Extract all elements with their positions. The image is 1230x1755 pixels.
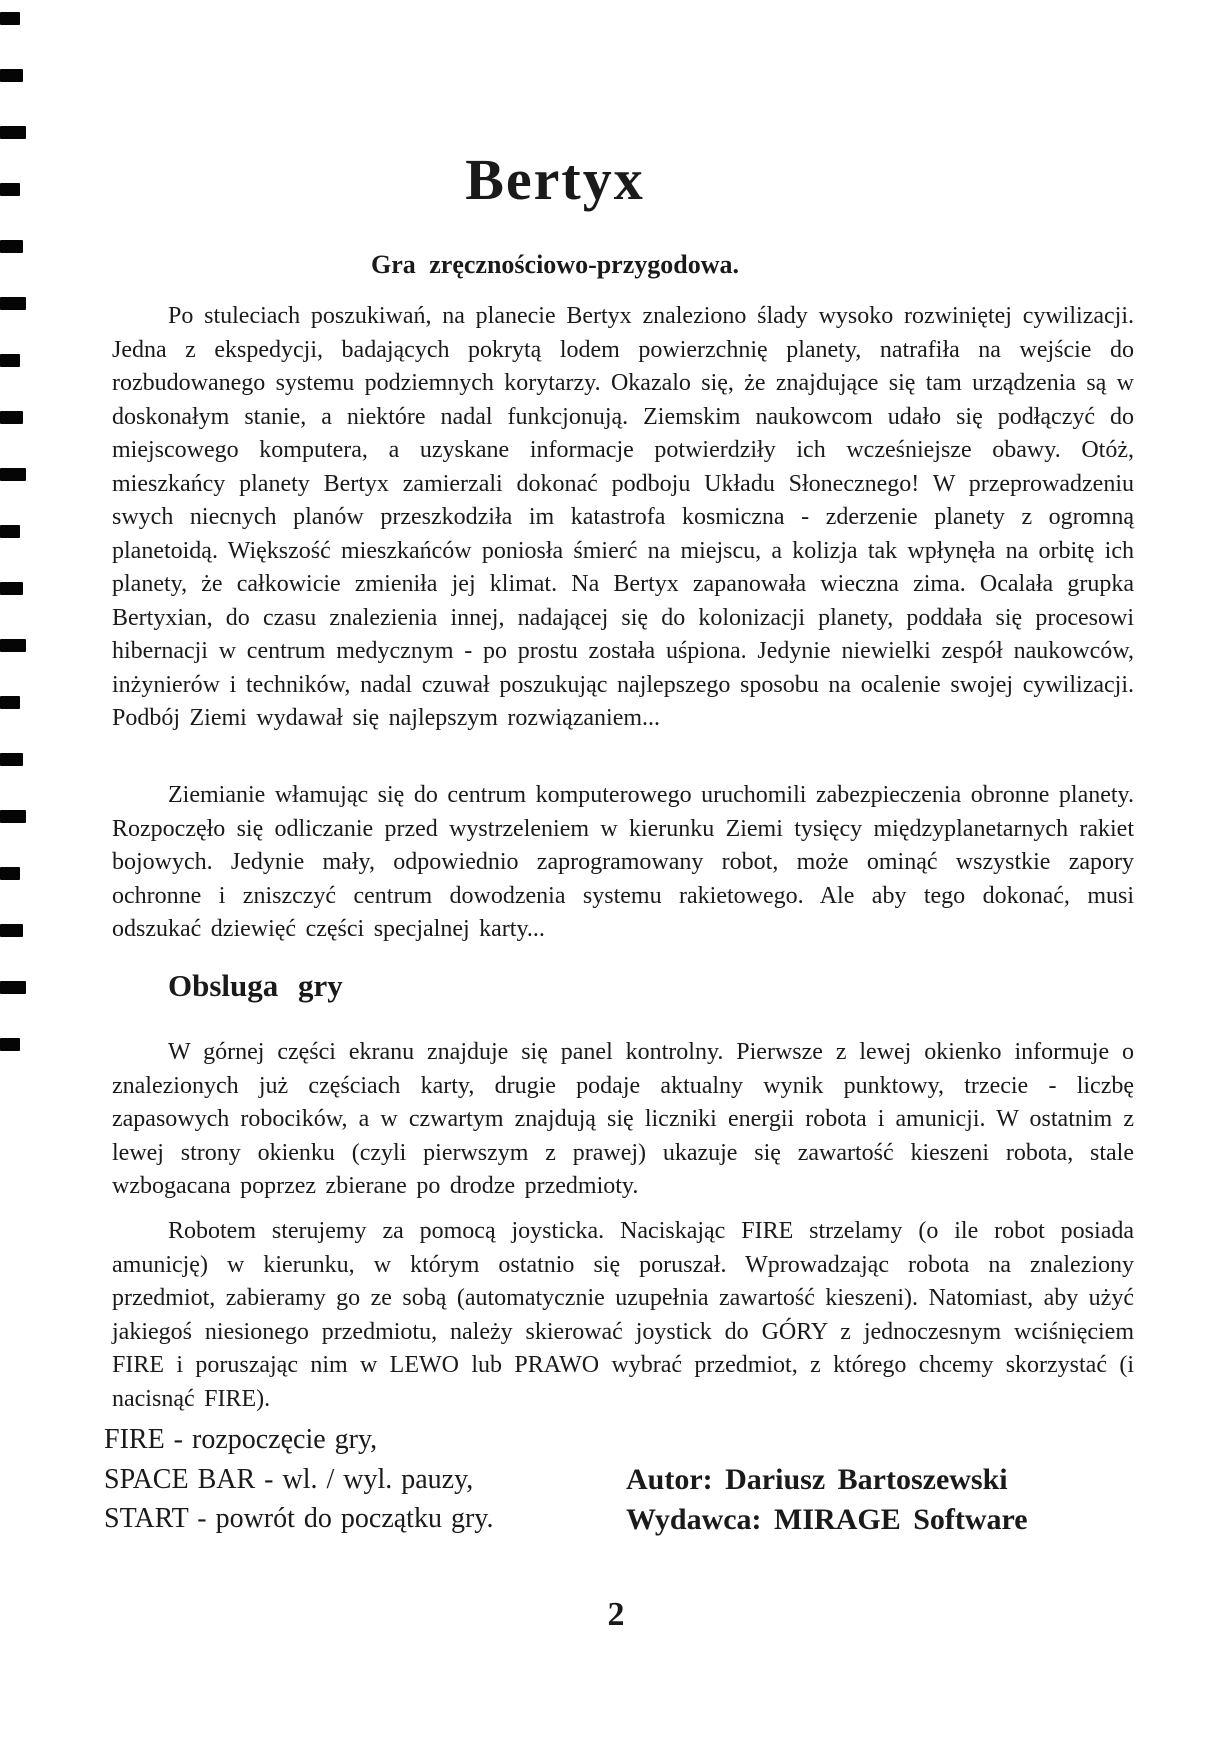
binding-mark [0,12,20,25]
binding-mark [0,981,26,994]
controls-list [104,1420,493,1539]
binding-mark [0,582,23,595]
story-paragraph-2: Ziemianie włamując się do centrum komputerowego uruchomili zabezpieczenia obronne planety. Rozpoczęło się odliczanie przed wystrzeleniem w kierunku Ziemi tysięcy międzyplanetarnych rakiet bojowych. Jedynie mały, odpowiednio zaprogramowany robot, może ominąć wszystkie zapory ochronne i zniszczyć centrum dowodzenia systemu rakietowego. Ale aby tego dokonać, musi odszukać dziewięć części specjalnej karty... [112,782,1134,942]
binding-mark [0,696,20,709]
credits-author: Autor: Dariusz Bartoszewski [626,1463,1008,1496]
manual-paragraph-joystick: Robotem sterujemy za pomocą joysticka. Naciskając FIRE strzelamy (o ile robot posiada amunicję) w kierunku, w którym ostatnio się poruszał. Wprowadzając robota na znaleziony przedmiot, zabieramy go ze sobą (automatycznie uzupełnia zawartość kieszeni). Natomiast, aby użyć jakiegoś niesionego przedmiotu, należy skierować joystick do GÓRY z jednoczesnym wciśnięciem FIRE i poruszając nim w LEWO lub PRAWO wybrać przedmiot, z którego chcemy skorzystać (i nacisnąć FIRE). [112,1218,1134,1412]
binding-mark [0,126,26,139]
manual-paragraph-control-panel: W górnej części ekranu znajduje się panel kontrolny. Pierwsze z lewej okienko informuje o znalezionych już częściach karty, drugie podaje aktualny wynik punktowy, trzecie - liczbę zapasowych robocików, a w czwartym znajdują się liczniki energii robota i amunicji. W ostatnim z lewej strony okienku (czyli pierwszym z prawej) ukazuje się zawartość kieszeni robota, stale wzbogacana poprzez zbierane po drodze przedmioty. [112,1039,1134,1199]
binding-mark [0,1038,20,1051]
binding-mark [0,411,23,424]
control-item-start: START - powrót do początku gry. [104,1503,494,1534]
credits-block [626,1460,1028,1539]
credits-publisher: Wydawca: MIRAGE Software [626,1502,1028,1536]
binding-mark [0,69,23,82]
binding-mark [0,468,26,481]
binding-mark [0,810,26,823]
story-paragraph-1: Po stuleciach poszukiwań, na planecie Bertyx znaleziono ślady wysoko rozwiniętej cywilizacji. Jedna z ekspedycji, badających pokrytą lodem powierzchnię planety, natrafiła na wejście do rozbudowanego systemu podziemnych korytarzy. Okazalo się, że znajdujące się tam urządzenia są w doskonałym stanie, a niektóre nadal funkcjonują. Ziemskim naukowcom udało się podłączyć do miejscowego komputera, a uzyskane informacje potwierdziły ich wcześniejsze obawy. Otóż, mieszkańcy planety Bertyx zamierzali dokonać podboju Układu Słonecznego! W przeprowadzeniu swych niecnych planów przeszkodziła im katastrofa kosmiczna - zderzenie planety z ogromną planetoidą. Większość mieszkańców poniosła śmierć na miejscu, a kolizja tak wpłynęła na orbitę ich planety, że całkowicie zmieniła jej klimat. Na Bertyx zapanowała wieczna zima. Ocalała grupka Bertyxian, do czasu znalezienia innej, nadającej się do kolonizacji planety, poddała się procesowi hibernacji w centrum medycznym - po prostu została uśpiona. Jedynie niewielki zespół naukowców, inżynierów i techników, nadal czuwał poszukując najlepszego sposobu na ocalenie swojej cywilizacji. Podbój Ziemi wydawał się najlepszym rozwiązaniem... [112,303,1134,731]
binding-mark [0,354,20,367]
page-title: Bertyx [465,147,645,212]
binding-mark [0,867,20,880]
game-genre-subtitle: Gra zręcznościowo-przygodowa. [370,250,740,279]
binding-mark [0,297,26,310]
control-item-fire: FIRE - rozpoczęcie gry, [104,1424,378,1455]
binding-mark [0,639,26,652]
section-heading-obsluga-gry: Obsluga gry [168,968,343,1003]
control-item-spacebar: SPACE BAR - wl. / wyl. pauzy, [104,1463,474,1495]
binding-mark [0,525,20,538]
binding-mark [0,753,23,766]
page-number: 2 [607,1596,625,1633]
binding-mark [0,924,23,937]
